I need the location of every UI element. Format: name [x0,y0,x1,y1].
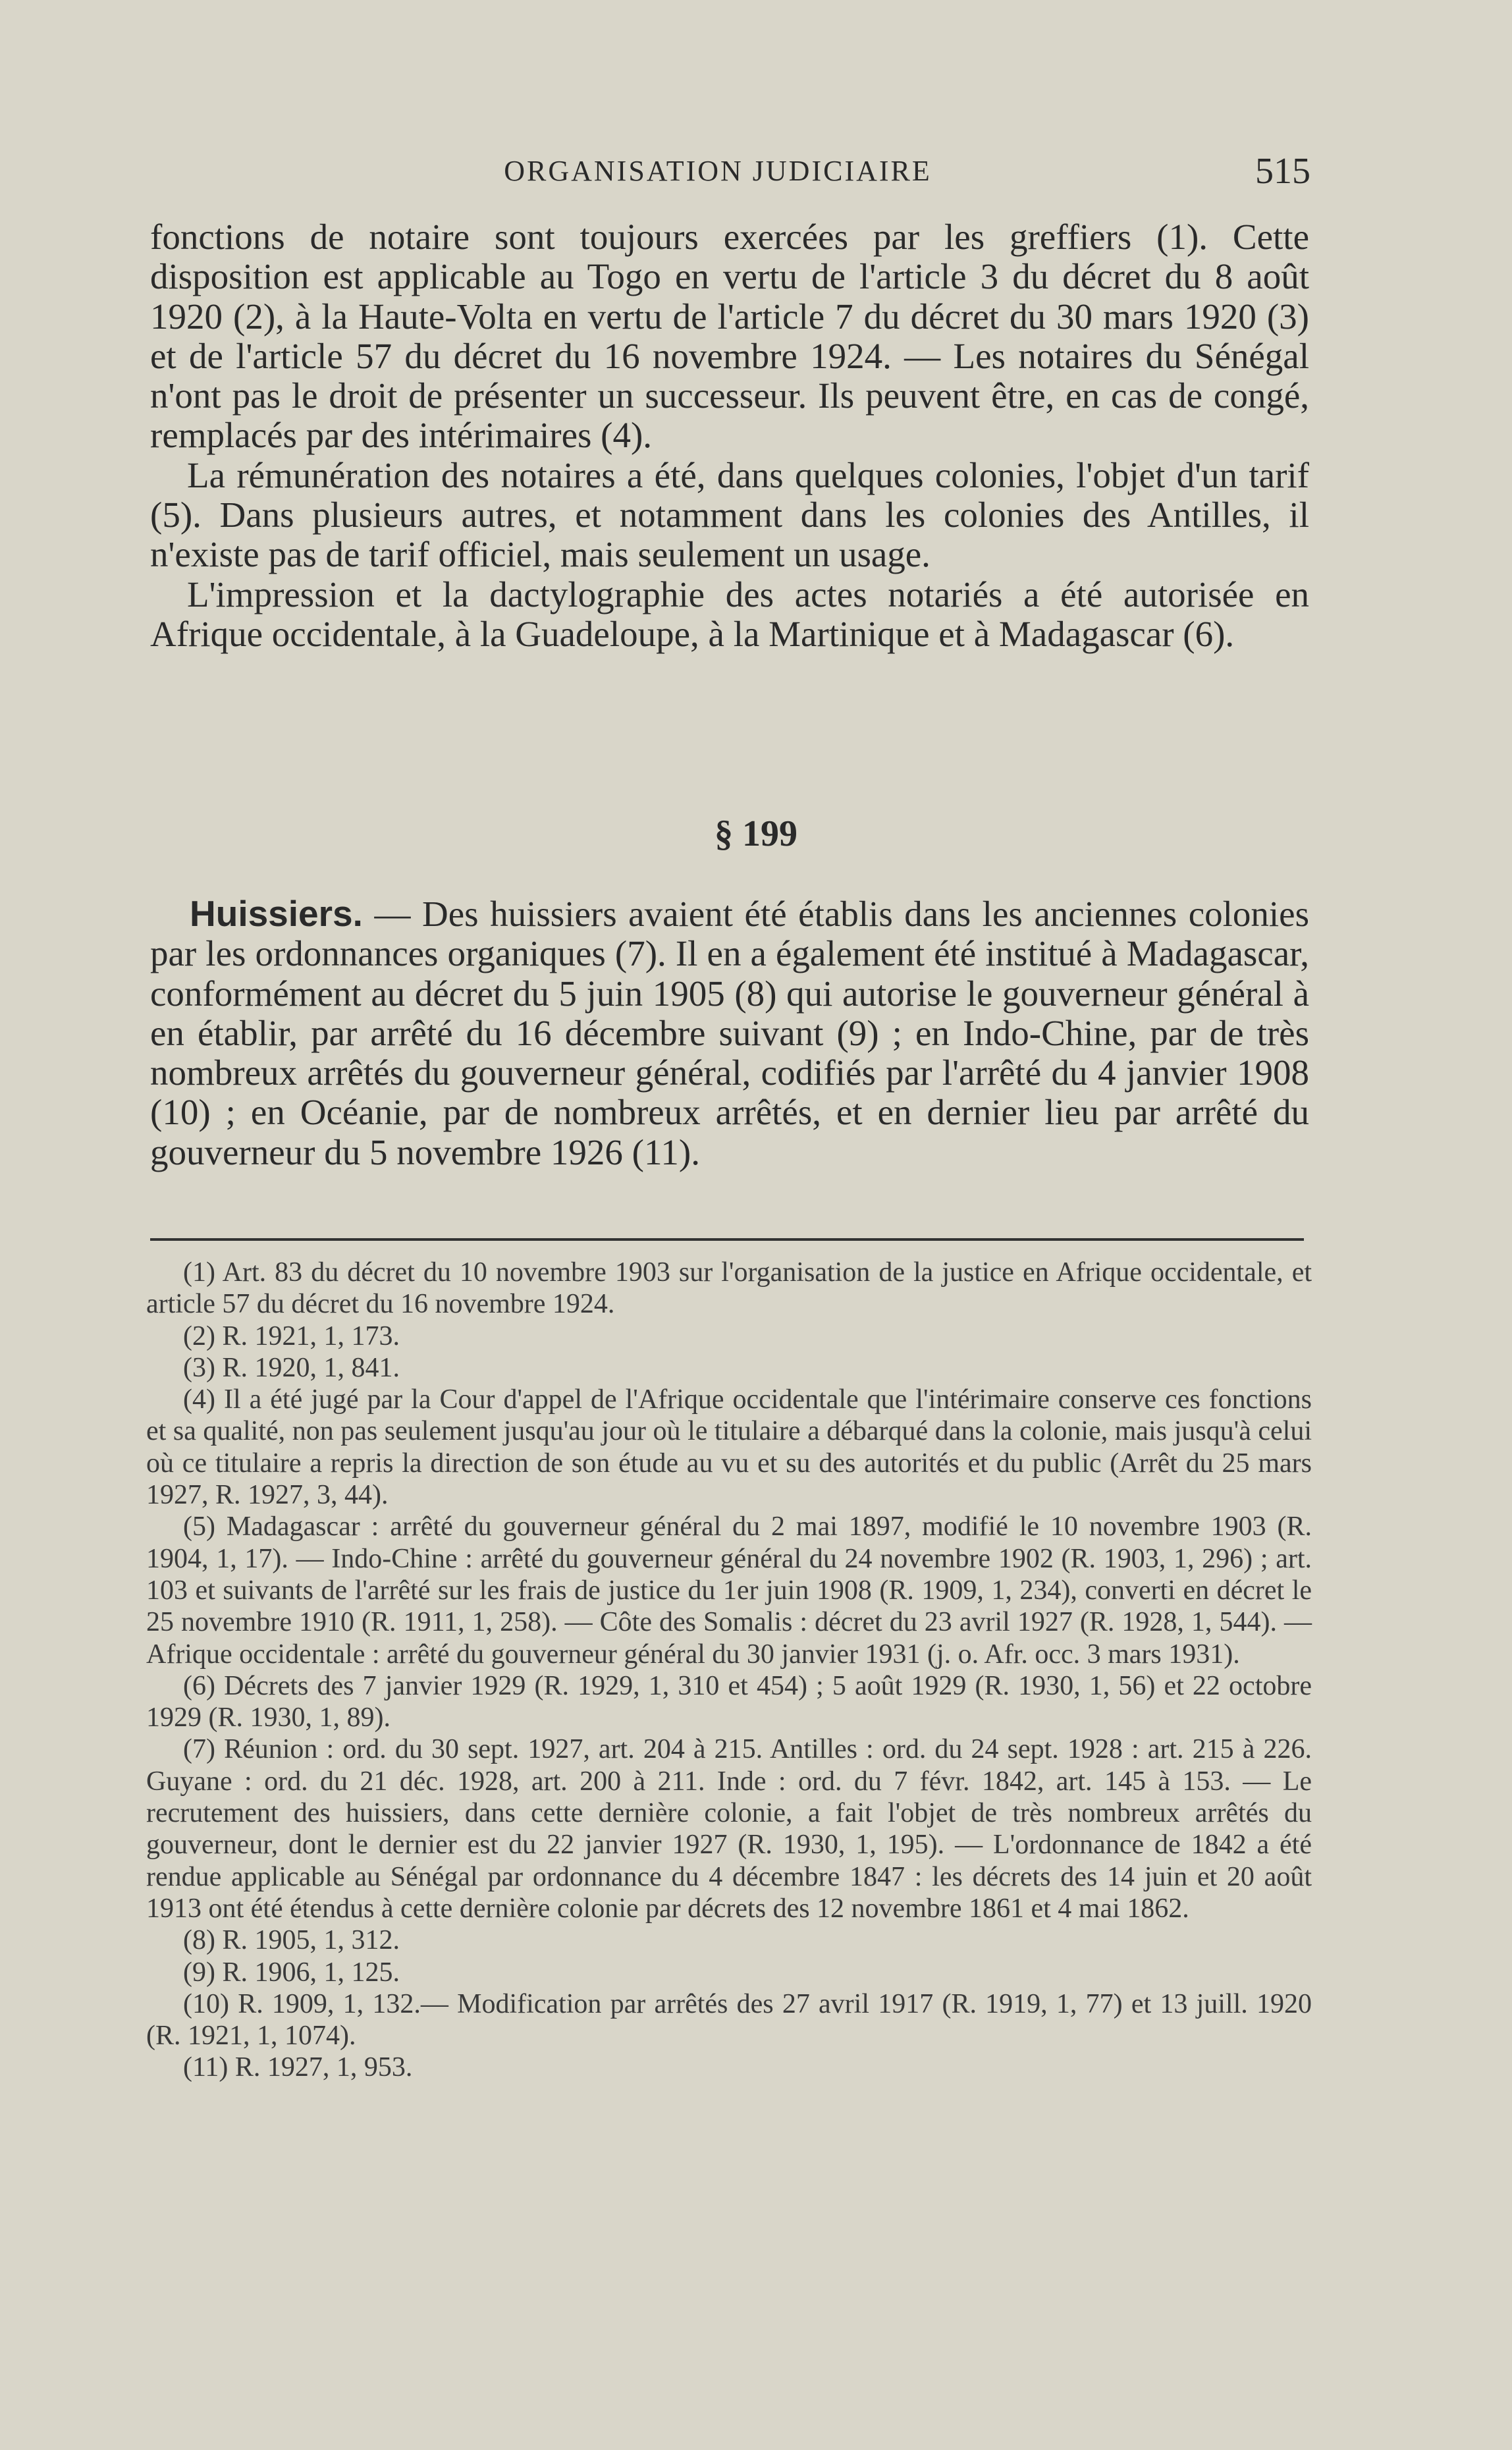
running-title: ORGANISATION JUDICIAIRE [504,155,932,187]
footnote-divider [150,1238,1304,1241]
paragraph-1: fonctions de notaire sont toujours exercées par les greffiers (1). Cette disposition est applicable au Togo en vertu de l'article 3 du décret du 8 août 1920 (2), à la Haute-Volta en vertu de l'article 7 du décret du 30 mars 1920 (3) et de l'article 57 du décret du 16 novembre 1924. — Les notaires du Sénégal n'ont pas le droit de présenter un successeur. Ils peuvent être, en cas de congé, remplacés par des intérimaires (4). [150,217,1309,456]
section-paragraph [150,894,1309,1172]
footnote-9: (9) R. 1906, 1, 125. [183,1957,400,1988]
footnote-8: (8) R. 1905, 1, 312. [183,1925,400,1956]
footnote-5: (5) Madagascar : arrêté du gouverneur général du 2 mai 1897, modifié le 10 novembre 1903 (R. 1904, 1, 17). — Indo-Chine : arrêté du gouverneur général du 24 novembre 1902 (R. 1903, 1, 296) ; art. 103 et suivants de l'arrêté sur les frais de justice du 1er juin 1908 (R. 1909, 1, 234), converti en décret le 25 novembre 1910 (R. 1911, 1, 258). — Côte des Somalis : décret du 23 avril 1927 (R. 1928, 1, 544). — Afrique occidentale : arrêté du gouverneur général du 30 janvier 1931 (j. o. Afr. occ. 3 mars 1931). [146,1511,1312,1670]
footnote-3: (3) R. 1920, 1, 841. [183,1352,400,1383]
paragraph-2: La rémunération des notaires a été, dans quelques colonies, l'objet d'un tarif (5). Dans plusieurs autres, et notamment dans les colonies des Antilles, il n'existe pas de tarif officiel, mais seulement un usage. [150,454,1309,575]
footnote-7: (7) Réunion : ord. du 30 sept. 1927, art. 204 à 215. Antilles : ord. du 24 sept. 1928 : art. 215 à 226. Guyane : ord. du 21 déc. 1928, art. 200 à 211. Inde : ord. du 7 févr. 1842, art. 145 à 153. — Le recrutement des huissiers, dans cette dernière colonie, a fait l'objet de très nombreux arrêtés du gouverneur, dont le dernier est du 22 janvier 1927 (R. 1930, 1, 195). — L'ordonnance de 1842 a été rendue applicable au Sénégal par ordonnance du 4 décembre 1847 : les décrets des 14 juin et 20 août 1913 ont été étendus à cette dernière colonie par décrets des 12 novembre 1861 et 4 mai 1862. [146,1734,1312,1924]
footnote-2: (2) R. 1921, 1, 173. [183,1320,400,1351]
page-number: 515 [1255,151,1310,192]
footnote-11: (11) R. 1927, 1, 953. [183,2052,413,2083]
section-text: — Des huissiers avaient été établis dans les anciennes colonies par les ordonnances organiques (7). Il en a également été institué à Madagascar, conformément au décret du 5 juin 1905 (8) qui autorise le gouverneur général à en établir, par arrêté du 16 décembre suivant (9) ; en Indo-Chine, par de très nombreux arrêtés du gouverneur général, codifiés par l'arrêté du 4 janvier 1908 (10) ; en Océanie, par de nombreux arrêtés, et en dernier lieu par arrêté du gouverneur du 5 novembre 1926 (11). [150,894,1309,1172]
footnote-6: (6) Décrets des 7 janvier 1929 (R. 1929, 1, 310 et 454) ; 5 août 1929 (R. 1930, 1, 56) et 22 octobre 1929 (R. 1930, 1, 89). [146,1670,1312,1733]
section-heading: § 199 [715,813,797,854]
section-lead: Huissiers. [190,893,363,934]
footnotes [146,1257,1312,2084]
paragraph-3: L'impression et la dactylographie des actes notariés a été autorisée en Afrique occidentale, à la Guadeloupe, à la Martinique et à Madagascar (6). [150,574,1309,654]
footnote-4: (4) Il a été jugé par la Cour d'appel de l'Afrique occidentale que l'intérimaire conserve ces fonctions et sa qualité, non pas seulement jusqu'au jour où le titulaire a débarqué dans la colonie, mais jusqu'à celui où ce titulaire a repris la direction de son étude au vu et su des autorités et du public (Arrêt du 25 mars 1927, R. 1927, 3, 44). [146,1384,1312,1511]
footnote-10: (10) R. 1909, 1, 132.— Modification par arrêtés des 27 avril 1917 (R. 1919, 1, 77) et 13 juill. 1920 (R. 1921, 1, 1074). [146,1988,1312,2052]
footnote-1: (1) Art. 83 du décret du 10 novembre 1903 sur l'organisation de la justice en Afrique occidentale, et article 57 du décret du 16 novembre 1924. [146,1257,1312,1320]
page-header [0,150,1512,196]
main-text [150,217,1309,654]
